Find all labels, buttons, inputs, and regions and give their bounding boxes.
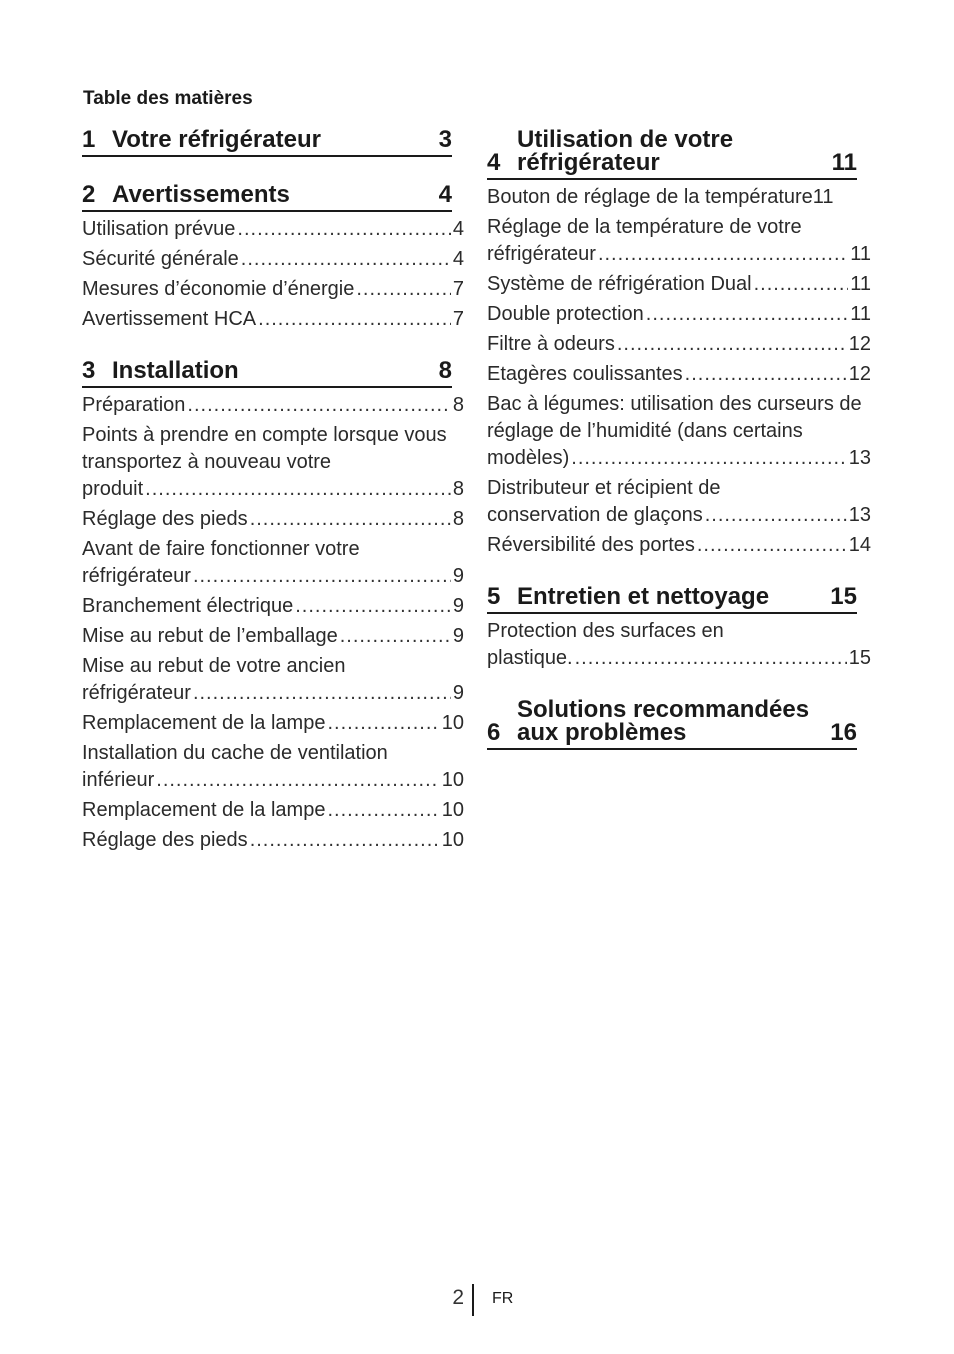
- section-title: Avertissements: [112, 181, 290, 208]
- section-entries: [487, 184, 871, 559]
- section-page-number: 3: [438, 126, 452, 153]
- toc-entry[interactable]: [82, 506, 464, 533]
- section-entries: [82, 392, 464, 854]
- entry-title: inférieur: [82, 769, 155, 791]
- entry-line: [82, 276, 464, 303]
- entry-line: [82, 680, 464, 707]
- toc-section: [487, 581, 871, 672]
- entry-line: [82, 216, 464, 243]
- dot-leader: [327, 797, 439, 824]
- entry-line: [82, 563, 464, 590]
- entry-page-number: 11: [850, 303, 871, 325]
- entry-page-number: 7: [452, 308, 464, 330]
- entry-line: [82, 476, 464, 503]
- toc-entry[interactable]: [487, 331, 871, 358]
- dot-leader: [237, 216, 450, 243]
- toc-section: [82, 124, 464, 157]
- entry-title: Filtre à odeurs: [487, 333, 615, 355]
- dot-leader: [617, 331, 847, 358]
- page-footer: [0, 1284, 954, 1316]
- section-heading[interactable]: [82, 355, 452, 388]
- section-page-number: 8: [438, 357, 452, 384]
- dot-leader: [193, 680, 451, 707]
- toc-entry[interactable]: [82, 216, 464, 243]
- toc-entry[interactable]: [82, 623, 464, 650]
- page-number: 2: [452, 1286, 464, 1309]
- dot-leader: [571, 445, 846, 472]
- entry-line: [82, 797, 464, 824]
- entry-page-number: 13: [848, 447, 871, 469]
- section-heading[interactable]: [487, 581, 857, 614]
- entry-line: [487, 361, 871, 388]
- entry-title-lead: Protection des surfaces en: [487, 620, 724, 642]
- section-title: Entretien et nettoyage: [517, 583, 770, 610]
- dot-leader: [250, 827, 440, 854]
- entry-line: [487, 184, 871, 211]
- toc-entry[interactable]: [487, 618, 871, 672]
- dot-leader: [340, 623, 451, 650]
- toc-left-column: [82, 124, 464, 876]
- dot-leader: [356, 276, 451, 303]
- section-page-number: 16: [830, 719, 857, 746]
- section-number: 6: [487, 719, 501, 746]
- entry-title: Avertissement HCA: [82, 308, 257, 330]
- section-number: 5: [487, 583, 501, 610]
- entry-line: [487, 331, 871, 358]
- toc-entry[interactable]: [82, 246, 464, 273]
- section-title: Solutions recommandées aux problèmes: [517, 696, 810, 746]
- toc-title: Table des matières: [83, 88, 253, 109]
- toc-entry[interactable]: [82, 536, 464, 590]
- section-entries: [487, 618, 871, 672]
- entry-page-number: 8: [452, 508, 464, 530]
- entry-page-number: 7: [452, 278, 464, 300]
- entry-page-number: 10: [441, 829, 464, 851]
- entry-page-number: 10: [441, 799, 464, 821]
- entry-title: Réversibilité des portes: [487, 534, 695, 556]
- entry-title: modèles): [487, 447, 570, 469]
- dot-leader: [250, 506, 451, 533]
- toc-right-column: [487, 124, 871, 772]
- dot-leader: [575, 645, 847, 672]
- toc-section: [487, 124, 871, 559]
- entry-title: Remplacement de la lampe: [82, 799, 326, 821]
- entry-title-lead: Avant de faire fonctionner votre: [82, 538, 360, 560]
- entry-line: [487, 502, 871, 529]
- dot-leader: [697, 532, 847, 559]
- entry-line: [487, 532, 871, 559]
- entry-title: Remplacement de la lampe: [82, 712, 326, 734]
- dot-leader: [754, 271, 849, 298]
- entry-line: [82, 593, 464, 620]
- entry-page-number: 9: [452, 565, 464, 587]
- entry-title: Mise au rebut de l’emballage: [82, 625, 338, 647]
- entry-page-number: 9: [452, 595, 464, 617]
- section-entries: [82, 216, 464, 333]
- entry-line: [487, 645, 871, 672]
- entry-line: [82, 827, 464, 854]
- section-page-number: 4: [438, 181, 452, 208]
- entry-line: [82, 246, 464, 273]
- toc-entry[interactable]: [82, 593, 464, 620]
- entry-page-number: 4: [452, 218, 464, 240]
- toc-entry[interactable]: [487, 361, 871, 388]
- entry-title: Réglage des pieds: [82, 508, 248, 530]
- toc-entry[interactable]: [487, 271, 871, 298]
- section-title: Installation: [112, 357, 239, 384]
- entry-title: Réglage des pieds: [82, 829, 248, 851]
- toc-entry[interactable]: [82, 276, 464, 303]
- entry-line: [487, 301, 871, 328]
- section-number: 4: [487, 149, 501, 176]
- entry-title: réfrigérateur: [82, 682, 191, 704]
- dot-leader: [258, 306, 451, 333]
- entry-page-number: 8: [452, 394, 464, 416]
- entry-title: plastique.: [487, 647, 573, 669]
- entry-title-lead: Réglage de la température de votre: [487, 216, 802, 238]
- section-title: Utilisation de votre réfrigérateur: [517, 126, 734, 176]
- toc-entry[interactable]: [82, 306, 464, 333]
- entry-line: [487, 271, 871, 298]
- entry-page-number: 11: [850, 243, 871, 265]
- toc-entry[interactable]: [487, 184, 871, 211]
- entry-title: Etagères coulissantes: [487, 363, 683, 385]
- toc-section: [487, 694, 871, 750]
- entry-page-number: 10: [441, 712, 464, 734]
- entry-page-number: 10: [441, 769, 464, 791]
- dot-leader: [705, 502, 847, 529]
- dot-leader: [685, 361, 847, 388]
- footer-divider: [472, 1284, 474, 1316]
- entry-line: [82, 506, 464, 533]
- toc-entry[interactable]: [82, 653, 464, 707]
- toc-entry[interactable]: [82, 740, 464, 794]
- entry-line: [487, 445, 871, 472]
- entry-line: [82, 710, 464, 737]
- section-title: Votre réfrigérateur: [112, 126, 321, 153]
- toc-entry[interactable]: [82, 797, 464, 824]
- language-code: FR: [492, 1290, 514, 1307]
- dot-leader: [327, 710, 439, 737]
- entry-title-lead: Mise au rebut de votre ancien: [82, 655, 346, 677]
- dot-leader: [646, 301, 848, 328]
- toc-section: [82, 355, 464, 854]
- dot-leader: [193, 563, 451, 590]
- section-page-number: 15: [830, 583, 857, 610]
- entry-line: [82, 306, 464, 333]
- entry-title-lead: Installation du cache de ventilation: [82, 742, 388, 764]
- entry-title-lead: Distributeur et récipient de: [487, 477, 721, 499]
- entry-page-number: 12: [848, 333, 871, 355]
- entry-title-lead: Bac à légumes: utilisation des curseurs de réglage de l’humidité (dans certains: [487, 393, 862, 442]
- section-number: 1: [82, 126, 96, 153]
- toc-section: [82, 179, 464, 333]
- section-number: 2: [82, 181, 96, 208]
- section-heading[interactable]: [82, 179, 452, 212]
- toc-entry[interactable]: [487, 214, 871, 268]
- entry-page-number: 12: [848, 363, 871, 385]
- toc-entry[interactable]: [487, 301, 871, 328]
- entry-title: Préparation: [82, 394, 186, 416]
- entry-title: Branchement électrique: [82, 595, 294, 617]
- dot-leader: [145, 476, 451, 503]
- toc-entry[interactable]: [487, 532, 871, 559]
- dot-leader: [598, 241, 848, 268]
- entry-title: conservation de glaçons: [487, 504, 703, 526]
- entry-page-number: 13: [848, 504, 871, 526]
- entry-title: produit: [82, 478, 144, 500]
- entry-page-number: 4: [452, 248, 464, 270]
- toc-entry[interactable]: [82, 827, 464, 854]
- toc-entry[interactable]: [487, 475, 871, 529]
- dot-leader: [156, 767, 439, 794]
- entry-title: réfrigérateur: [82, 565, 191, 587]
- entry-page-number: 8: [452, 478, 464, 500]
- toc-entry[interactable]: [82, 392, 464, 419]
- toc-entry[interactable]: [487, 391, 871, 472]
- dot-leader: [187, 392, 450, 419]
- section-number: 3: [82, 357, 96, 384]
- toc-entry[interactable]: [82, 422, 464, 503]
- entry-title: Bouton de réglage de la température: [487, 186, 813, 208]
- entry-page-number: 14: [848, 534, 871, 556]
- entry-page-number: 11: [850, 273, 871, 295]
- toc-entry[interactable]: [82, 710, 464, 737]
- entry-line: [487, 241, 871, 268]
- section-heading[interactable]: [487, 124, 857, 180]
- entry-title: Mesures d’économie d’énergie: [82, 278, 355, 300]
- dot-leader: [241, 246, 451, 273]
- entry-page-number: 9: [452, 682, 464, 704]
- entry-title: Utilisation prévue: [82, 218, 236, 240]
- entry-page-number: 11: [812, 186, 834, 208]
- entry-title-lead: Points à prendre en compte lorsque vous transportez à nouveau votre: [82, 424, 447, 473]
- entry-title: Système de réfrigération Dual: [487, 273, 752, 295]
- dot-leader: [295, 593, 451, 620]
- section-page-number: 11: [831, 149, 857, 176]
- entry-line: [82, 767, 464, 794]
- entry-line: [82, 623, 464, 650]
- section-heading[interactable]: [82, 124, 452, 157]
- entry-line: [82, 392, 464, 419]
- entry-page-number: 15: [848, 647, 871, 669]
- entry-title: réfrigérateur: [487, 243, 596, 265]
- section-heading[interactable]: [487, 694, 857, 750]
- entry-title: Double protection: [487, 303, 644, 325]
- entry-title: Sécurité générale: [82, 248, 239, 270]
- entry-page-number: 9: [452, 625, 464, 647]
